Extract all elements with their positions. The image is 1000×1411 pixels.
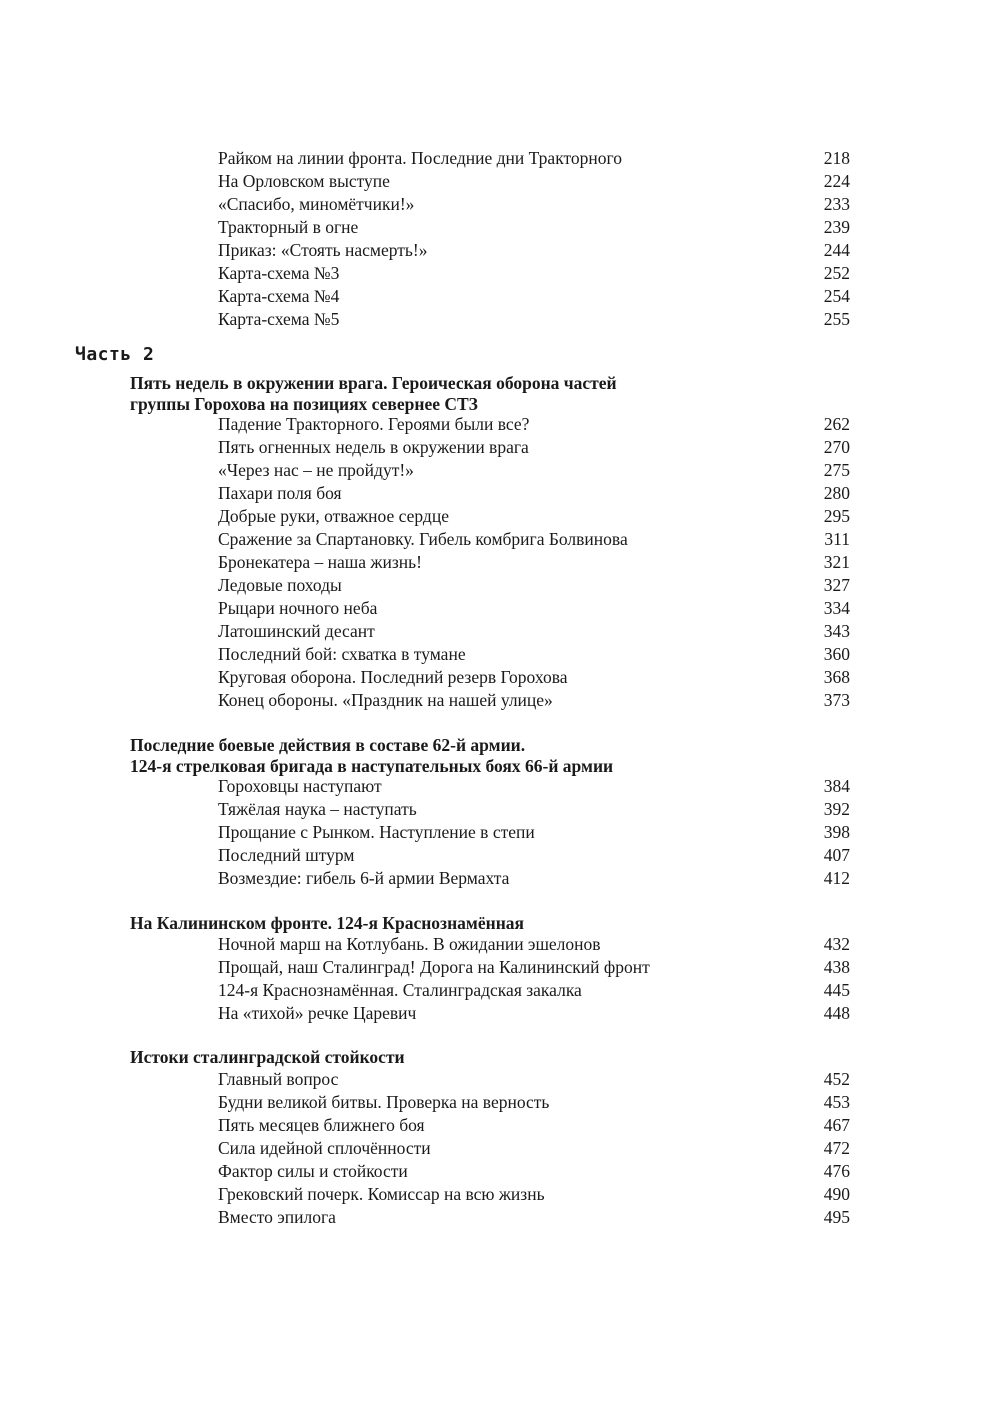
toc-entry-page: 476 <box>823 1161 850 1181</box>
toc-entry-title: Рыцари ночного неба <box>218 598 378 618</box>
toc-entry-page: 295 <box>823 506 850 526</box>
toc-entry-page: 244 <box>823 240 850 260</box>
toc-entry <box>218 1114 858 1137</box>
toc-entry-title: Будни великой битвы. Проверка на верность <box>218 1092 550 1112</box>
toc-entry-title: Грековский почерк. Комиссар на всю жизнь <box>218 1184 545 1204</box>
toc-entry <box>218 170 858 193</box>
toc-entry <box>218 933 858 956</box>
toc-entry <box>218 979 858 1002</box>
toc-entry <box>218 239 858 262</box>
toc-entry-title: Сила идейной сплочённости <box>218 1138 431 1158</box>
toc-entry <box>218 413 858 436</box>
toc-entry-page: 327 <box>823 575 850 595</box>
section-title-line: Пять недель в окружении врага. Героическая оборона частей <box>130 373 617 393</box>
toc-entry <box>218 1137 858 1160</box>
toc-entry-title: Бронекатера – наша жизнь! <box>218 552 422 572</box>
toc-entry-page: 392 <box>823 799 850 819</box>
toc-entry <box>218 528 858 551</box>
toc-entry-title: Латошинский десант <box>218 621 375 641</box>
toc-entry-title: Прощание с Рынком. Наступление в степи <box>218 822 535 842</box>
toc-entry-page: 490 <box>823 1184 850 1204</box>
toc-entry-page: 321 <box>823 552 850 572</box>
toc-entry-title: Возмездие: гибель 6-й армии Вермахта <box>218 868 510 888</box>
toc-entry-title: Последний бой: схватка в тумане <box>218 644 466 664</box>
toc-entry <box>218 867 858 890</box>
toc-entry-title: Падение Тракторного. Героями были все? <box>218 414 530 434</box>
toc-entry-page: 495 <box>823 1207 850 1227</box>
toc-entry-page: 275 <box>823 460 850 480</box>
toc-entry <box>218 262 858 285</box>
toc-entry-page: 467 <box>823 1115 850 1135</box>
toc-entry-page: 384 <box>823 776 850 796</box>
toc-entry <box>218 285 858 308</box>
toc-entry-title: Пять месяцев ближнего боя <box>218 1115 425 1135</box>
toc-entry-page: 438 <box>823 957 850 977</box>
toc-entry <box>218 308 858 331</box>
toc-entry-page: 254 <box>823 286 850 306</box>
toc-entry <box>218 1002 858 1025</box>
toc-entry-page: 445 <box>823 980 850 1000</box>
section-title-line: группы Горохова на позициях севернее СТЗ <box>130 394 478 414</box>
toc-entry <box>218 1160 858 1183</box>
toc-entry <box>218 643 858 666</box>
toc-entry <box>218 1206 858 1229</box>
toc-entry-page: 432 <box>823 934 850 954</box>
toc-entry-title: Пять огненных недель в окружении врага <box>218 437 529 457</box>
toc-entry <box>218 956 858 979</box>
toc-entry-page: 252 <box>823 263 850 283</box>
toc-entry-title: Фактор силы и стойкости <box>218 1161 408 1181</box>
toc-entry-title: Ледовые походы <box>218 575 342 595</box>
toc-entry-title: Карта-схема №5 <box>218 309 340 329</box>
toc-entry <box>218 775 858 798</box>
section-title-line: На Калининском фронте. 124-я Краснознамённая <box>130 913 524 933</box>
toc-entry-title: Карта-схема №4 <box>218 286 340 306</box>
toc-entry <box>218 147 858 170</box>
toc-entry <box>218 620 858 643</box>
toc-entry <box>218 597 858 620</box>
toc-entry-page: 255 <box>823 309 850 329</box>
toc-entry-title: Последний штурм <box>218 845 355 865</box>
toc-entry-page: 311 <box>824 529 850 549</box>
toc-entry-title: Гороховцы наступают <box>218 776 382 796</box>
toc-entry-page: 453 <box>823 1092 850 1112</box>
toc-entry-page: 262 <box>823 414 850 434</box>
toc-entry-page: 472 <box>823 1138 850 1158</box>
toc-entry-title: Добрые руки, отважное сердце <box>218 506 449 526</box>
toc-entry <box>218 574 858 597</box>
toc-entry-page: 412 <box>823 868 850 888</box>
toc-entry-page: 334 <box>823 598 850 618</box>
toc-entry-page: 398 <box>823 822 850 842</box>
toc-entry-title: На Орловском выступе <box>218 171 390 191</box>
section-title-line: Истоки сталинградской стойкости <box>130 1047 405 1067</box>
toc-entry-title: Тракторный в огне <box>218 217 359 237</box>
toc-entry <box>218 459 858 482</box>
section-title-line: 124-я стрелковая бригада в наступательных боях 66-й армии <box>130 756 614 776</box>
toc-entry <box>218 193 858 216</box>
toc-entry-title: Главный вопрос <box>218 1069 339 1089</box>
toc-entry-page: 224 <box>823 171 850 191</box>
toc-entry-title: Пахари поля боя <box>218 483 342 503</box>
toc-entry-title: Тяжёлая наука – наступать <box>218 799 417 819</box>
toc-entry-page: 452 <box>823 1069 850 1089</box>
toc-entry-page: 407 <box>823 845 850 865</box>
toc-entry <box>218 798 858 821</box>
toc-entry <box>218 1183 858 1206</box>
toc-entry <box>218 436 858 459</box>
toc-entry-page: 233 <box>823 194 850 214</box>
toc-entry-page: 448 <box>823 1003 850 1023</box>
toc-entry-title: На «тихой» речке Царевич <box>218 1003 417 1023</box>
toc-entry-page: 270 <box>823 437 850 457</box>
toc-entry-title: Ночной марш на Котлубань. В ожидании эшелонов <box>218 934 601 954</box>
toc-entry-page: 373 <box>823 690 850 710</box>
section-title-line: Последние боевые действия в составе 62-й армии. <box>130 735 526 755</box>
toc-entry-page: 343 <box>823 621 850 641</box>
toc-entry-title: Райком на линии фронта. Последние дни Тракторного <box>218 148 622 168</box>
toc-entry-page: 360 <box>823 644 850 664</box>
toc-entry-title: Вместо эпилога <box>218 1207 336 1227</box>
toc-entry-title: Приказ: «Стоять насмерть!» <box>218 240 428 260</box>
toc-entry <box>218 844 858 867</box>
toc-entry <box>218 689 858 712</box>
toc-entry-title: «Через нас – не пройдут!» <box>218 460 414 480</box>
toc-entry <box>218 505 858 528</box>
toc-entry <box>218 1091 858 1114</box>
toc-entry-title: Прощай, наш Сталинград! Дорога на Калининский фронт <box>218 957 650 977</box>
toc-entry-title: Карта-схема №3 <box>218 263 340 283</box>
toc-entry-page: 239 <box>823 217 850 237</box>
toc-entry-title: «Спасибо, миномётчики!» <box>218 194 415 214</box>
toc-entry-title: Конец обороны. «Праздник на нашей улице» <box>218 690 553 710</box>
part-heading: Часть 2 <box>75 344 155 365</box>
toc-entry <box>218 821 858 844</box>
toc-entry <box>218 666 858 689</box>
toc-entry-page: 218 <box>823 148 850 168</box>
toc-entry <box>218 1068 858 1091</box>
toc-entry <box>218 482 858 505</box>
toc-entry-title: Круговая оборона. Последний резерв Горохова <box>218 667 568 687</box>
toc-entry <box>218 216 858 239</box>
toc-entry <box>218 551 858 574</box>
toc-entry-title: Сражение за Спартановку. Гибель комбрига Болвинова <box>218 529 628 549</box>
toc-entry-title: 124-я Краснознамённая. Сталинградская закалка <box>218 980 582 1000</box>
toc-entry-page: 280 <box>823 483 850 503</box>
toc-entry-page: 368 <box>823 667 850 687</box>
